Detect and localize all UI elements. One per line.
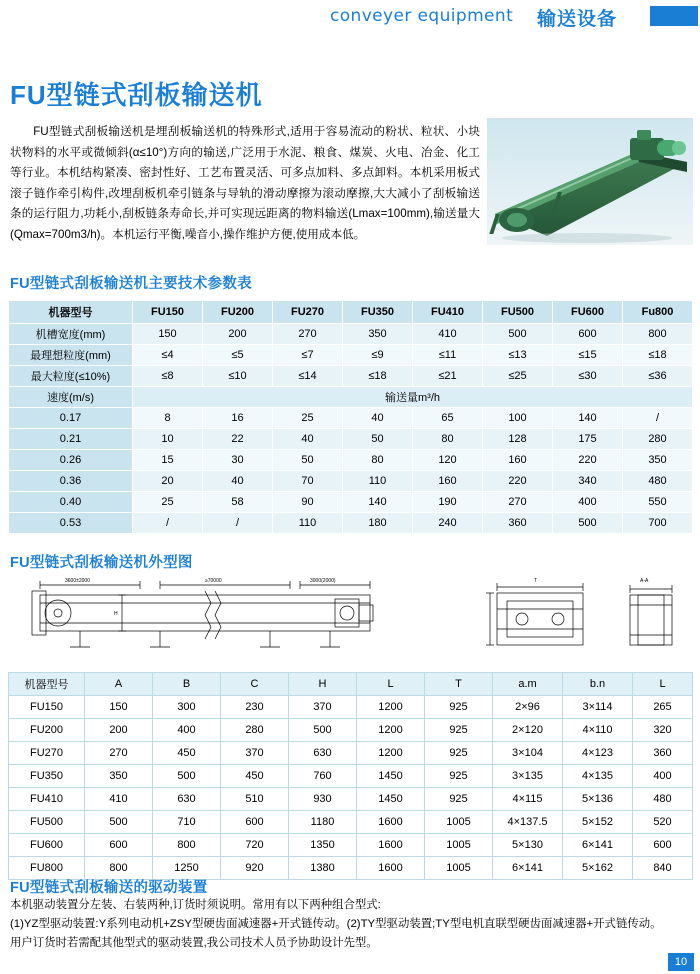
spec-cap-3-2: 70 — [273, 471, 343, 492]
spec-model-7: Fu800 — [623, 301, 693, 324]
dim-7-0: FU800 — [9, 857, 85, 880]
drawing-label-section: A-A — [640, 578, 649, 584]
page-number: 10 — [668, 953, 694, 971]
dim-3-6: 925 — [425, 765, 493, 788]
spec-cap-1-0: 10 — [133, 429, 203, 450]
dim-4-5: 1450 — [357, 788, 425, 811]
dim-7-9: 840 — [633, 857, 693, 880]
table-row — [9, 696, 693, 719]
dim-0-1: 150 — [85, 696, 153, 719]
dim-0-6: 925 — [425, 696, 493, 719]
spec-max-2: ≤14 — [273, 366, 343, 387]
header-chinese-title: 输送设备 — [537, 9, 618, 30]
dim-1-4: 500 — [289, 719, 357, 742]
spec-cap-0-2: 25 — [273, 408, 343, 429]
spec-width-7: 800 — [623, 324, 693, 345]
spec-max-7: ≤36 — [623, 366, 693, 387]
drive-line-2: (1)YZ型驱动装置:Y系列电动机+ZSY型硬齿面减速器+开式链传动。(2)TY型驱动装置;TY型电机直联型硬齿面减速器+开式链传动。 — [10, 918, 662, 930]
dim-4-3: 510 — [221, 788, 289, 811]
dim-3-4: 760 — [289, 765, 357, 788]
dim-1-0: FU200 — [9, 719, 85, 742]
drawing-label-h: H — [114, 611, 118, 617]
dim-1-2: 400 — [153, 719, 221, 742]
spec-cap-5-3: 180 — [343, 513, 413, 534]
spec-row-max-size — [9, 366, 693, 387]
drawing-label-t: T — [534, 578, 538, 584]
spec-max-1: ≤10 — [203, 366, 273, 387]
spec-speed-row-5 — [9, 513, 693, 534]
spec-ideal-4: ≤11 — [413, 345, 483, 366]
dim-7-8: 5×162 — [563, 857, 633, 880]
spec-max-6: ≤30 — [553, 366, 623, 387]
spec-width-2: 270 — [273, 324, 343, 345]
dim-7-4: 1380 — [289, 857, 357, 880]
dim-7-2: 1250 — [153, 857, 221, 880]
spec-cap-2-4: 120 — [413, 450, 483, 471]
dim-2-1: 270 — [85, 742, 153, 765]
dim-3-0: FU350 — [9, 765, 85, 788]
dim-4-4: 930 — [289, 788, 357, 811]
dim-1-9: 320 — [633, 719, 693, 742]
spec-cap-1-7: 280 — [623, 429, 693, 450]
spec-cap-5-5: 360 — [483, 513, 553, 534]
spec-cap-0-4: 65 — [413, 408, 483, 429]
spec-speed-row-4 — [9, 492, 693, 513]
spec-max-5: ≤25 — [483, 366, 553, 387]
dim-6-0: FU600 — [9, 834, 85, 857]
header-english-title: conveyer equipment — [330, 6, 514, 26]
table-row — [9, 719, 693, 742]
dim-header-4: H — [289, 673, 357, 696]
spec-ideal-2: ≤7 — [273, 345, 343, 366]
spec-cap-4-6: 400 — [553, 492, 623, 513]
dim-3-9: 400 — [633, 765, 693, 788]
dim-0-9: 265 — [633, 696, 693, 719]
section-title-drive: FU型链式刮板输送的驱动装置 — [10, 880, 208, 896]
spec-row-width — [9, 324, 693, 345]
spec-cap-3-6: 340 — [553, 471, 623, 492]
spec-cap-0-5: 100 — [483, 408, 553, 429]
dim-4-7: 4×115 — [493, 788, 563, 811]
dim-header-7: a.m — [493, 673, 563, 696]
section-title-spec: FU型链式刮板输送机主要技术参数表 — [10, 276, 252, 292]
spec-max-4: ≤21 — [413, 366, 483, 387]
page-header — [0, 0, 700, 34]
spec-cap-2-7: 350 — [623, 450, 693, 471]
spec-ideal-1: ≤5 — [203, 345, 273, 366]
spec-cap-4-5: 270 — [483, 492, 553, 513]
drawing-label-mid-span: ≥70000 — [205, 578, 222, 584]
dim-5-5: 1600 — [357, 811, 425, 834]
dim-2-9: 360 — [633, 742, 693, 765]
spec-cap-1-2: 40 — [273, 429, 343, 450]
dim-4-0: FU410 — [9, 788, 85, 811]
spec-speed-row-3 — [9, 471, 693, 492]
spec-row-label-ideal: 最理想粒度(mm) — [9, 345, 133, 366]
spec-speed-label-2: 0.26 — [9, 450, 133, 471]
dim-4-9: 480 — [633, 788, 693, 811]
dim-0-0: FU150 — [9, 696, 85, 719]
spec-cap-3-0: 20 — [133, 471, 203, 492]
spec-row-label-max: 最大粒度(≤10%) — [9, 366, 133, 387]
spec-capacity-header: 输送量m³/h — [133, 387, 693, 408]
dim-3-8: 4×135 — [563, 765, 633, 788]
dim-header-1: A — [85, 673, 153, 696]
table-row — [9, 742, 693, 765]
spec-row-ideal-size — [9, 345, 693, 366]
spec-cap-5-4: 240 — [413, 513, 483, 534]
dim-6-7: 5×130 — [493, 834, 563, 857]
spec-cap-1-5: 128 — [483, 429, 553, 450]
dim-6-1: 600 — [85, 834, 153, 857]
dim-3-1: 350 — [85, 765, 153, 788]
dim-5-7: 4×137.5 — [493, 811, 563, 834]
dim-2-0: FU270 — [9, 742, 85, 765]
intro-text: FU型链式刮板输送机是埋刮板输送机的特殊形式,适用于容易流动的粉状、粒状、小块状物料的水平或微倾斜(α≤10°)方向的输送,广泛用于水泥、粮食、煤炭、火电、冶金、化工等行业。本机结构紧凑、密封性好、工艺布置灵活、可多点加料、多点卸料。本机采用板式滚子链作牵引构件,改埋刮板机牵引链条与导轨的滑动摩擦为滚动摩擦,大大减小了刮板输送条的运行阻力,功耗小,刮板链条寿命长,并可实现远距离的物料输送(Lmax=100mm),输送量大(Qmax=700m3/h)。本机运行平衡,噪音小,操作维护方便,使用成本低。 — [10, 125, 480, 241]
spec-cap-2-1: 30 — [203, 450, 273, 471]
spec-model-4: FU410 — [413, 301, 483, 324]
spec-speed-label-1: 0.21 — [9, 429, 133, 450]
spec-cap-0-7: / — [623, 408, 693, 429]
drawing-label-right-span: 3000(2000) — [310, 578, 336, 584]
dim-2-3: 370 — [221, 742, 289, 765]
spec-model-0: FU150 — [133, 301, 203, 324]
drive-description — [10, 896, 690, 953]
spec-width-3: 350 — [343, 324, 413, 345]
dim-header-row — [9, 673, 693, 696]
spec-ideal-6: ≤15 — [553, 345, 623, 366]
dim-header-9: L — [633, 673, 693, 696]
dim-header-0: 机器型号 — [9, 673, 85, 696]
dim-2-2: 450 — [153, 742, 221, 765]
spec-cap-4-4: 190 — [413, 492, 483, 513]
dim-7-1: 800 — [85, 857, 153, 880]
dim-header-8: b.n — [563, 673, 633, 696]
dim-1-1: 200 — [85, 719, 153, 742]
dim-2-5: 1200 — [357, 742, 425, 765]
spec-header-row — [9, 301, 693, 324]
spec-row-label-model: 机器型号 — [9, 301, 133, 324]
spec-width-6: 600 — [553, 324, 623, 345]
drive-line-1: 本机驱动装置分左装、右装两种,订货时须说明。常用有以下两种组合型式: — [10, 899, 381, 911]
dim-5-6: 1005 — [425, 811, 493, 834]
dim-2-6: 925 — [425, 742, 493, 765]
section-title-outline: FU型链式刮板输送机外型图 — [10, 555, 193, 571]
spec-cap-5-6: 500 — [553, 513, 623, 534]
intro-paragraph — [10, 122, 480, 245]
dim-6-6: 1005 — [425, 834, 493, 857]
dim-1-8: 4×110 — [563, 719, 633, 742]
dim-2-4: 630 — [289, 742, 357, 765]
dim-0-7: 2×96 — [493, 696, 563, 719]
dim-4-6: 925 — [425, 788, 493, 811]
spec-speed-label-3: 0.36 — [9, 471, 133, 492]
spec-cap-2-2: 50 — [273, 450, 343, 471]
spec-speed-label-5: 0.53 — [9, 513, 133, 534]
spec-cap-3-1: 40 — [203, 471, 273, 492]
dim-6-3: 720 — [221, 834, 289, 857]
dim-6-2: 800 — [153, 834, 221, 857]
dim-6-5: 1600 — [357, 834, 425, 857]
table-row — [9, 765, 693, 788]
product-photo — [487, 118, 693, 245]
dim-1-6: 925 — [425, 719, 493, 742]
spec-cap-4-7: 550 — [623, 492, 693, 513]
dim-2-8: 4×123 — [563, 742, 633, 765]
dim-5-3: 600 — [221, 811, 289, 834]
spec-cap-0-6: 140 — [553, 408, 623, 429]
dim-3-7: 3×135 — [493, 765, 563, 788]
dim-header-3: C — [221, 673, 289, 696]
spec-cap-4-0: 25 — [133, 492, 203, 513]
dim-6-4: 1350 — [289, 834, 357, 857]
dim-1-3: 280 — [221, 719, 289, 742]
dim-header-6: T — [425, 673, 493, 696]
page-title: FU型链式刮板输送机 — [10, 80, 263, 110]
dim-5-9: 520 — [633, 811, 693, 834]
table-row — [9, 811, 693, 834]
dim-4-8: 5×136 — [563, 788, 633, 811]
spec-cap-2-3: 80 — [343, 450, 413, 471]
spec-width-4: 410 — [413, 324, 483, 345]
spec-table — [8, 300, 693, 534]
dim-4-2: 630 — [153, 788, 221, 811]
spec-row-label-speed: 速度(m/s) — [9, 387, 133, 408]
drawing-label-left-span: 3600±2000 — [65, 578, 90, 584]
dim-5-4: 1180 — [289, 811, 357, 834]
dim-7-7: 6×141 — [493, 857, 563, 880]
spec-cap-4-1: 58 — [203, 492, 273, 513]
dim-5-2: 710 — [153, 811, 221, 834]
dim-6-8: 6×141 — [563, 834, 633, 857]
table-row — [9, 834, 693, 857]
spec-speed-row-0 — [9, 408, 693, 429]
spec-max-3: ≤18 — [343, 366, 413, 387]
dim-7-3: 920 — [221, 857, 289, 880]
spec-cap-1-1: 22 — [203, 429, 273, 450]
dim-0-2: 300 — [153, 696, 221, 719]
spec-cap-5-1: / — [203, 513, 273, 534]
dim-0-5: 1200 — [357, 696, 425, 719]
spec-cap-0-1: 16 — [203, 408, 273, 429]
spec-cap-3-5: 220 — [483, 471, 553, 492]
spec-ideal-0: ≤4 — [133, 345, 203, 366]
spec-model-3: FU350 — [343, 301, 413, 324]
spec-cap-0-0: 8 — [133, 408, 203, 429]
dim-3-3: 450 — [221, 765, 289, 788]
spec-cap-3-3: 110 — [343, 471, 413, 492]
spec-cap-3-4: 160 — [413, 471, 483, 492]
dim-7-5: 1600 — [357, 857, 425, 880]
spec-width-5: 500 — [483, 324, 553, 345]
spec-width-0: 150 — [133, 324, 203, 345]
dim-2-7: 3×104 — [493, 742, 563, 765]
spec-model-1: FU200 — [203, 301, 273, 324]
dim-7-6: 1005 — [425, 857, 493, 880]
spec-cap-4-3: 140 — [343, 492, 413, 513]
spec-ideal-5: ≤13 — [483, 345, 553, 366]
dim-3-2: 500 — [153, 765, 221, 788]
spec-cap-2-5: 160 — [483, 450, 553, 471]
spec-row-label-width: 机槽宽度(mm) — [9, 324, 133, 345]
dim-0-4: 370 — [289, 696, 357, 719]
spec-ideal-3: ≤9 — [343, 345, 413, 366]
spec-cap-3-7: 480 — [623, 471, 693, 492]
dimension-table — [8, 672, 693, 880]
dim-0-3: 230 — [221, 696, 289, 719]
spec-cap-2-0: 15 — [133, 450, 203, 471]
spec-width-1: 200 — [203, 324, 273, 345]
spec-row-capacity-header — [9, 387, 693, 408]
dim-header-5: L — [357, 673, 425, 696]
spec-cap-5-0: / — [133, 513, 203, 534]
spec-cap-1-6: 175 — [553, 429, 623, 450]
dim-1-5: 1200 — [357, 719, 425, 742]
spec-model-2: FU270 — [273, 301, 343, 324]
header-accent-bar — [650, 6, 698, 26]
table-row — [9, 788, 693, 811]
spec-max-0: ≤8 — [133, 366, 203, 387]
spec-speed-label-0: 0.17 — [9, 408, 133, 429]
dim-4-1: 410 — [85, 788, 153, 811]
dim-1-7: 2×120 — [493, 719, 563, 742]
spec-cap-0-3: 40 — [343, 408, 413, 429]
dim-5-8: 5×152 — [563, 811, 633, 834]
outline-drawing — [10, 573, 690, 665]
spec-cap-4-2: 90 — [273, 492, 343, 513]
dim-5-0: FU500 — [9, 811, 85, 834]
spec-model-6: FU600 — [553, 301, 623, 324]
drive-line-3: 用户订货时若需配其他型式的驱动装置,我公司技术人员予协助设计先型。 — [10, 937, 378, 949]
dim-6-9: 600 — [633, 834, 693, 857]
spec-cap-1-4: 80 — [413, 429, 483, 450]
spec-speed-row-2 — [9, 450, 693, 471]
dim-header-2: B — [153, 673, 221, 696]
spec-ideal-7: ≤18 — [623, 345, 693, 366]
spec-speed-label-4: 0.40 — [9, 492, 133, 513]
spec-model-5: FU500 — [483, 301, 553, 324]
spec-speed-row-1 — [9, 429, 693, 450]
dim-0-8: 3×114 — [563, 696, 633, 719]
dim-5-1: 500 — [85, 811, 153, 834]
spec-cap-5-2: 110 — [273, 513, 343, 534]
spec-cap-2-6: 220 — [553, 450, 623, 471]
spec-cap-5-7: 700 — [623, 513, 693, 534]
spec-cap-1-3: 50 — [343, 429, 413, 450]
dim-3-5: 1450 — [357, 765, 425, 788]
